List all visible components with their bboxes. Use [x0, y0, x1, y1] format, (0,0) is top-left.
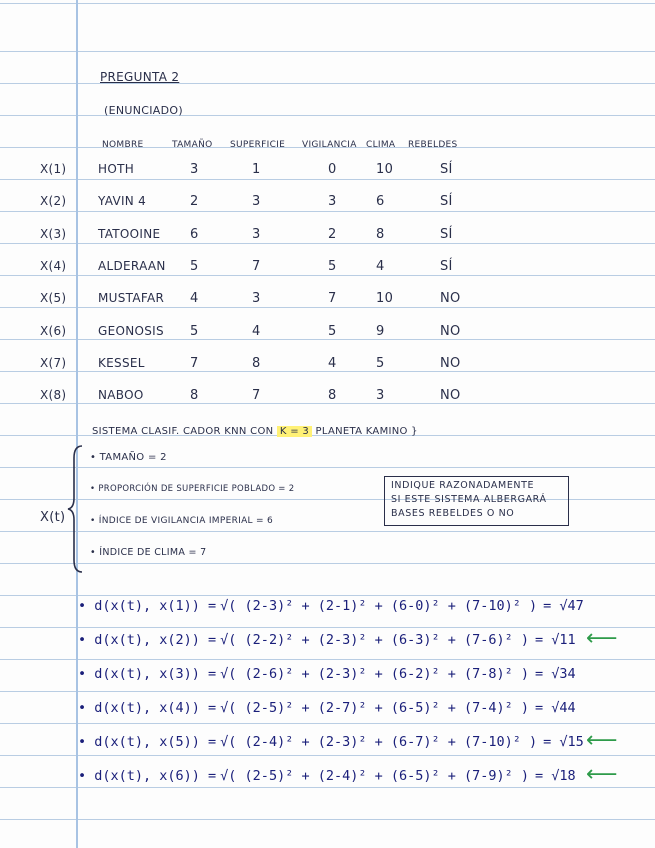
- distance-row: [78, 700, 576, 716]
- target-label: X(t): [40, 510, 66, 525]
- planet-name: HOTH: [98, 162, 135, 176]
- table-cell: 6: [190, 226, 199, 242]
- planet-name: MUSTAFAR: [98, 291, 165, 306]
- table-cell: 8: [328, 388, 337, 404]
- planet-name: TATOOINE: [98, 226, 161, 241]
- distance-lhs: • d(x(t), x(1)) =: [78, 598, 217, 614]
- system-prefix: SISTEMA CLASIF. CADOR KNN CON: [92, 426, 274, 437]
- planet-name: ALDERAAN: [98, 258, 166, 273]
- distance-result: = √15: [543, 734, 584, 750]
- distance-lhs: • d(x(t), x(4)) =: [78, 700, 217, 716]
- table-cell: 2: [328, 226, 337, 242]
- header-vigilance: VIGILANCIA: [302, 140, 357, 150]
- green-arrow-icon: ⟵: [586, 728, 618, 753]
- table-cell: 2: [190, 194, 199, 210]
- distance-result: = √11: [535, 632, 576, 648]
- table-cell: 7: [328, 291, 337, 307]
- header-climate: CLIMA: [366, 140, 396, 150]
- system-suffix: PLANETA KAMINO }: [315, 426, 418, 437]
- target-item-surface: • PROPORCIÓN DE SUPERFICIE POBLADO = 2: [90, 484, 295, 494]
- table-cell: SÍ: [440, 226, 453, 242]
- table-cell: 10: [376, 291, 394, 307]
- table-cell: NO: [440, 291, 461, 307]
- system-line: [92, 426, 418, 437]
- table-cell: 8: [252, 355, 261, 371]
- distance-result: = √34: [535, 666, 576, 682]
- distance-lhs: • d(x(t), x(3)) =: [78, 666, 217, 682]
- green-arrow-icon: ⟵: [586, 626, 618, 651]
- table-cell: 5: [190, 323, 199, 339]
- distance-lhs: • d(x(t), x(2)) =: [78, 632, 217, 648]
- row-label: X(3): [40, 226, 67, 241]
- table-cell: NO: [440, 355, 461, 371]
- table-cell: SÍ: [440, 258, 453, 274]
- table-cell: 3: [376, 388, 385, 404]
- target-item-climate: • ÍNDICE DE CLIMA = 7: [90, 547, 207, 558]
- distance-row: [78, 768, 576, 784]
- distance-result: = √18: [535, 768, 576, 784]
- distance-expression: √( (2-2)² + (2-3)² + (6-3)² + (7-6)² ): [220, 632, 530, 648]
- row-label: X(8): [40, 388, 67, 403]
- distance-lhs: • d(x(t), x(6)) =: [78, 768, 217, 784]
- table-cell: 5: [190, 258, 199, 274]
- green-arrow-icon: ⟵: [586, 762, 618, 787]
- table-cell: 5: [328, 258, 337, 274]
- distance-result: = √47: [543, 598, 584, 614]
- table-cell: SÍ: [440, 162, 453, 177]
- table-cell: 8: [376, 226, 385, 242]
- question-subtitle: (ENUNCIADO): [104, 104, 183, 117]
- table-cell: 4: [252, 323, 261, 339]
- header-size: TAMAÑO: [172, 140, 213, 150]
- note-box: [384, 476, 569, 526]
- target-item-size: • TAMAÑO = 2: [90, 452, 167, 463]
- margin-line: [76, 0, 78, 848]
- header-name: NOMBRE: [102, 140, 144, 150]
- row-label: X(1): [40, 162, 67, 176]
- table-cell: 1: [252, 162, 261, 177]
- curly-brace-icon: [66, 444, 86, 574]
- table-cell: 3: [252, 291, 261, 307]
- distance-expression: √( (2-6)² + (2-3)² + (6-2)² + (7-8)² ): [220, 666, 530, 682]
- row-label: X(7): [40, 355, 67, 370]
- table-cell: SÍ: [440, 194, 453, 210]
- target-item-vigilance: • ÍNDICE DE VIGILANCIA IMPERIAL = 6: [90, 516, 274, 526]
- table-cell: 9: [376, 323, 385, 339]
- table-cell: 7: [190, 355, 199, 371]
- table-cell: 7: [252, 258, 261, 274]
- table-cell: NO: [440, 388, 461, 404]
- planet-name: NABOO: [98, 388, 144, 403]
- note-line-1: INDIQUE RAZONADAMENTE: [391, 480, 535, 491]
- note-line-2: SI ESTE SISTEMA ALBERGARÁ: [391, 494, 547, 505]
- row-label: X(6): [40, 323, 67, 338]
- distance-result: = √44: [535, 700, 576, 716]
- table-cell: 10: [376, 162, 394, 177]
- table-cell: 5: [376, 355, 385, 371]
- distance-row: [78, 734, 584, 750]
- planet-name: KESSEL: [98, 355, 145, 370]
- distance-expression: √( (2-5)² + (2-4)² + (6-5)² + (7-9)² ): [220, 768, 530, 784]
- note-line-3: BASES REBELDES O NO: [391, 508, 515, 519]
- distance-expression: √( (2-5)² + (2-7)² + (6-5)² + (7-4)² ): [220, 700, 530, 716]
- row-label: X(2): [40, 194, 67, 209]
- planet-name: GEONOSIS: [98, 323, 164, 338]
- distance-expression: √( (2-4)² + (2-3)² + (6-7)² + (7-10)² ): [220, 734, 538, 750]
- table-cell: 8: [190, 388, 199, 404]
- table-cell: 3: [252, 226, 261, 242]
- header-rebels: REBELDES: [408, 140, 458, 150]
- distance-expression: √( (2-3)² + (2-1)² + (6-0)² + (7-10)² ): [220, 598, 538, 614]
- distance-row: [78, 598, 584, 614]
- k-value: K = 3: [277, 426, 312, 437]
- table-cell: 5: [328, 323, 337, 339]
- table-cell: 0: [328, 162, 337, 177]
- table-cell: 3: [190, 162, 199, 177]
- row-label: X(4): [40, 258, 67, 273]
- table-cell: 7: [252, 388, 261, 404]
- distance-row: [78, 632, 576, 648]
- table-cell: NO: [440, 323, 461, 339]
- table-cell: 3: [252, 194, 261, 210]
- table-cell: 4: [328, 355, 337, 371]
- table-cell: 6: [376, 194, 385, 210]
- table-cell: 3: [328, 194, 337, 210]
- question-title: PREGUNTA 2: [100, 70, 180, 84]
- distance-row: [78, 666, 576, 682]
- distance-lhs: • d(x(t), x(5)) =: [78, 734, 217, 750]
- table-cell: 4: [190, 291, 199, 307]
- planet-name: YAVIN 4: [98, 194, 147, 209]
- header-surface: SUPERFICIE: [230, 140, 286, 150]
- row-label: X(5): [40, 291, 67, 306]
- table-cell: 4: [376, 258, 385, 274]
